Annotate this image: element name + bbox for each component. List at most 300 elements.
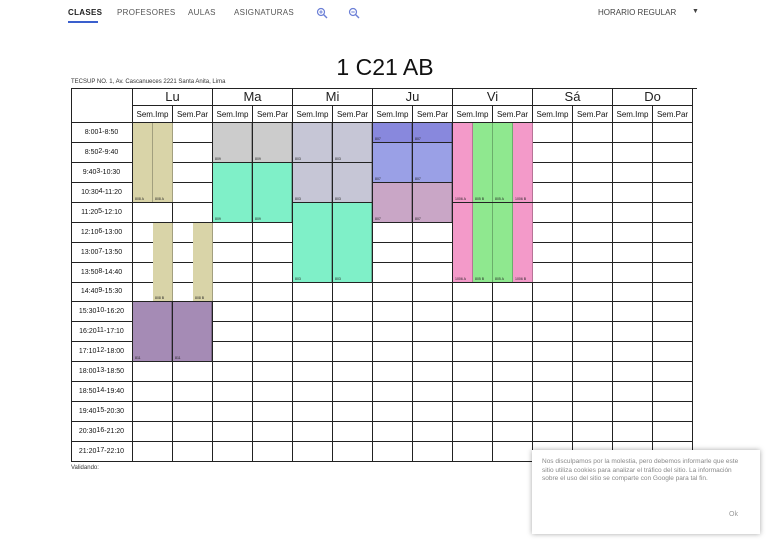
schedule-cell[interactable] <box>533 123 573 143</box>
schedule-cell[interactable] <box>653 163 693 183</box>
class-block[interactable] <box>333 123 372 162</box>
schedule-cell[interactable] <box>613 243 653 263</box>
schedule-cell[interactable] <box>453 442 493 462</box>
schedule-cell[interactable] <box>413 362 453 382</box>
schedule-cell[interactable] <box>253 342 293 362</box>
schedule-cell[interactable] <box>653 382 693 402</box>
time-slot-label: 21:20 $^{17}$ - 22:10 <box>71 442 133 462</box>
schedule-cell[interactable] <box>173 442 213 462</box>
class-block[interactable] <box>173 302 212 361</box>
class-block[interactable] <box>253 123 292 162</box>
schedule-cell[interactable] <box>573 322 613 342</box>
time-slot-label: 8:50 $^2$ - 9:40 <box>71 143 133 163</box>
class-room: 803 <box>295 276 301 281</box>
class-block[interactable] <box>193 223 213 302</box>
period-number: 14 <box>96 387 105 395</box>
schedule-cell[interactable] <box>573 382 613 402</box>
schedule-cell[interactable] <box>173 402 213 422</box>
subcolumn-header: Sem.Imp <box>453 106 493 123</box>
schedule-cell[interactable] <box>573 183 613 203</box>
schedule-cell[interactable] <box>373 362 413 382</box>
nav-asignaturas[interactable]: ASIGNATURAS <box>234 8 295 17</box>
schedule-cell[interactable] <box>333 283 373 303</box>
period-number: 12 <box>96 347 105 355</box>
period-number: 17 <box>96 447 105 454</box>
schedule-cell[interactable] <box>173 422 213 442</box>
zoom-in-icon[interactable] <box>316 7 328 19</box>
schedule-cell[interactable] <box>533 382 573 402</box>
schedule-cell[interactable] <box>413 263 453 283</box>
period-number: 6 <box>98 227 103 235</box>
schedule-cell[interactable] <box>493 382 533 402</box>
schedule-cell[interactable] <box>253 243 293 263</box>
schedule-cell[interactable] <box>533 402 573 422</box>
class-block[interactable] <box>153 123 173 202</box>
nav-clases[interactable]: CLASES <box>68 8 103 17</box>
schedule-cell[interactable] <box>213 263 253 283</box>
schedule-cell[interactable] <box>573 342 613 362</box>
class-block[interactable] <box>453 203 473 282</box>
schedule-cell[interactable] <box>453 342 493 362</box>
time-slot-label: 15:30 $^{10}$ - 16:20 <box>71 302 133 322</box>
class-block[interactable] <box>513 203 533 282</box>
period-start: 8:50 <box>84 148 99 156</box>
class-block[interactable] <box>413 143 452 182</box>
schedule-cell[interactable] <box>173 123 213 143</box>
schedule-cell[interactable] <box>613 223 653 243</box>
schedule-cell[interactable] <box>613 362 653 382</box>
class-room: 805 A <box>495 276 504 281</box>
schedule-cell[interactable] <box>613 183 653 203</box>
schedule-type-select[interactable]: HORARIO REGULAR <box>598 8 677 17</box>
schedule-cell[interactable] <box>213 283 253 303</box>
schedule-cell[interactable] <box>653 223 693 243</box>
period-end: 19:40 <box>106 388 125 396</box>
class-room: 1006 A <box>455 276 466 281</box>
schedule-cell[interactable] <box>253 263 293 283</box>
period-number: 4 <box>98 187 103 195</box>
subcolumn-header: Sem.Par <box>173 106 213 123</box>
class-room: 805 A <box>495 196 504 201</box>
class-room: 808 A <box>155 196 164 201</box>
schedule-cell[interactable] <box>413 382 453 402</box>
class-block[interactable] <box>493 203 513 282</box>
schedule-cell[interactable] <box>653 402 693 422</box>
schedule-cell[interactable] <box>373 342 413 362</box>
schedule-cell[interactable] <box>413 422 453 442</box>
grid-corner <box>71 88 133 123</box>
schedule-cell[interactable] <box>213 402 253 422</box>
schedule-cell[interactable] <box>653 243 693 263</box>
period-end: 13:00 <box>104 228 123 236</box>
class-block[interactable] <box>373 183 412 222</box>
schedule-cell[interactable] <box>653 422 693 442</box>
period-number: 2 <box>98 147 103 155</box>
schedule-cell[interactable] <box>133 362 173 382</box>
schedule-cell[interactable] <box>653 342 693 362</box>
period-start: 19:40 <box>78 408 97 416</box>
class-block[interactable] <box>213 163 252 222</box>
schedule-cell[interactable] <box>333 402 373 422</box>
schedule-cell[interactable] <box>653 123 693 143</box>
class-room: 807 <box>375 176 381 181</box>
period-end: 10:30 <box>102 168 121 176</box>
schedule-cell[interactable] <box>533 263 573 283</box>
class-block[interactable] <box>373 123 412 142</box>
schedule-cell[interactable] <box>453 283 493 303</box>
schedule-cell[interactable] <box>213 362 253 382</box>
schedule-cell[interactable] <box>173 143 213 163</box>
period-end: 9:40 <box>104 148 119 156</box>
schedule-cell[interactable] <box>413 342 453 362</box>
day-header: Lu <box>133 88 213 106</box>
period-start: 20:30 <box>78 428 97 436</box>
schedule-cell[interactable] <box>453 302 493 322</box>
class-room: 807 <box>415 216 421 221</box>
cookie-message: Nos disculpamos por la molestia, pero debemos informarle que este sitio utiliza cookies para analizar el tráfico del sitio. La información sobre el uso del sitio se comparte con Google para tal fin. <box>542 458 739 482</box>
schedule-cell[interactable] <box>493 302 533 322</box>
class-room: 1006 B <box>515 196 527 201</box>
class-room: 807 <box>415 136 421 141</box>
time-slot-label: 9:40 $^3$ - 10:30 <box>71 163 133 183</box>
cookie-notice <box>532 450 760 534</box>
chevron-down-icon[interactable]: ▼ <box>692 8 699 15</box>
class-block[interactable] <box>493 123 513 202</box>
schedule-cell[interactable] <box>333 322 373 342</box>
schedule-cell[interactable] <box>213 223 253 243</box>
schedule-cell[interactable] <box>493 442 533 462</box>
class-block[interactable] <box>453 123 473 202</box>
day-header: Vi <box>453 88 533 106</box>
zoom-out-icon[interactable] <box>348 7 360 19</box>
schedule-cell[interactable] <box>533 163 573 183</box>
class-room: 803 <box>335 196 341 201</box>
schedule-cell[interactable] <box>373 382 413 402</box>
subcolumn-header: Sem.Par <box>493 106 533 123</box>
schedule-cell[interactable] <box>413 243 453 263</box>
subcolumn-header: Sem.Par <box>253 106 293 123</box>
schedule-cell[interactable] <box>493 402 533 422</box>
schedule-cell[interactable] <box>573 362 613 382</box>
class-block[interactable] <box>373 143 412 182</box>
schedule-cell[interactable] <box>173 163 213 183</box>
schedule-cell[interactable] <box>373 263 413 283</box>
schedule-cell[interactable] <box>533 223 573 243</box>
period-end: 8:50 <box>104 128 119 136</box>
time-slot-label: 19:40 $^{15}$ - 20:30 <box>71 402 133 422</box>
schedule-cell[interactable] <box>573 422 613 442</box>
time-slot-label: 18:50 $^{14}$ - 19:40 <box>71 382 133 402</box>
schedule-cell[interactable] <box>533 422 573 442</box>
class-room: 803 <box>335 276 341 281</box>
day-header: Do <box>613 88 693 106</box>
schedule-cell[interactable] <box>133 402 173 422</box>
period-start: 13:50 <box>80 268 99 276</box>
schedule-cell[interactable] <box>453 322 493 342</box>
schedule-cell[interactable] <box>533 143 573 163</box>
schedule-cell[interactable] <box>413 283 453 303</box>
schedule-cell[interactable] <box>133 382 173 402</box>
schedule-cell[interactable] <box>453 362 493 382</box>
active-tab-underline <box>68 21 98 23</box>
class-room: 811 <box>175 356 181 361</box>
schedule-cell[interactable] <box>333 382 373 402</box>
period-start: 10:30 <box>81 188 99 196</box>
schedule-cell[interactable] <box>213 382 253 402</box>
schedule-cell[interactable] <box>533 243 573 263</box>
schedule-cell[interactable] <box>533 362 573 382</box>
schedule-cell[interactable] <box>533 302 573 322</box>
class-room: 808 A <box>135 196 144 201</box>
subcolumn-header: Sem.Par <box>573 106 613 123</box>
schedule-cell[interactable] <box>293 402 333 422</box>
schedule-cell[interactable] <box>573 263 613 283</box>
schedule-cell[interactable] <box>573 223 613 243</box>
subcolumn-header: Sem.Par <box>653 106 693 123</box>
schedule-cell[interactable] <box>173 203 213 223</box>
schedule-cell[interactable] <box>453 422 493 442</box>
class-room: 808 B <box>195 296 205 301</box>
schedule-cell[interactable] <box>573 402 613 422</box>
schedule-cell[interactable] <box>133 203 173 223</box>
period-start: 9:40 <box>82 168 97 176</box>
schedule-cell[interactable] <box>133 442 173 462</box>
schedule-cell[interactable] <box>573 203 613 223</box>
schedule-cell[interactable] <box>413 223 453 243</box>
period-start: 13:00 <box>80 248 99 256</box>
schedule-cell[interactable] <box>533 203 573 223</box>
schedule-cell[interactable] <box>253 302 293 322</box>
schedule-cell[interactable] <box>613 263 653 283</box>
schedule-cell[interactable] <box>653 183 693 203</box>
schedule-cell[interactable] <box>373 302 413 322</box>
schedule-cell[interactable] <box>493 322 533 342</box>
schedule-cell[interactable] <box>293 283 333 303</box>
schedule-cell[interactable] <box>373 223 413 243</box>
schedule-cell[interactable] <box>253 283 293 303</box>
class-block[interactable] <box>293 163 332 202</box>
schedule-cell[interactable] <box>613 163 653 183</box>
period-end: 17:10 <box>106 328 124 336</box>
subcolumn-header: Sem.Imp <box>293 106 333 123</box>
period-number: 11 <box>96 327 104 335</box>
schedule-cell[interactable] <box>573 283 613 303</box>
schedule-cell[interactable] <box>293 422 333 442</box>
period-end: 22:10 <box>106 448 125 455</box>
schedule-cell[interactable] <box>533 342 573 362</box>
schedule-cell[interactable] <box>613 123 653 143</box>
time-slot-label: 16:20 $^{11}$ - 17:10 <box>71 322 133 342</box>
schedule-cell[interactable] <box>373 422 413 442</box>
schedule-cell[interactable] <box>613 322 653 342</box>
schedule-cell[interactable] <box>493 283 533 303</box>
subcolumn-header: Sem.Imp <box>133 106 173 123</box>
class-room: 809 <box>255 216 261 221</box>
schedule-cell[interactable] <box>653 143 693 163</box>
day-header: Mi <box>293 88 373 106</box>
class-block[interactable] <box>473 203 493 282</box>
period-number: 8 <box>98 267 103 275</box>
schedule-cell[interactable] <box>653 263 693 283</box>
schedule-cell[interactable] <box>613 422 653 442</box>
schedule-cell[interactable] <box>573 302 613 322</box>
schedule-cell[interactable] <box>613 402 653 422</box>
class-block[interactable] <box>153 223 173 302</box>
schedule-cell[interactable] <box>573 123 613 143</box>
schedule-cell[interactable] <box>173 362 213 382</box>
class-block[interactable] <box>513 123 533 202</box>
time-slot-label: 13:50 $^8$ - 14:40 <box>71 263 133 283</box>
period-number: 13 <box>96 367 105 375</box>
class-block[interactable] <box>293 203 332 282</box>
cookie-ok-button[interactable]: Ok <box>729 511 738 518</box>
schedule-cell[interactable] <box>213 322 253 342</box>
schedule-cell[interactable] <box>253 442 293 462</box>
class-block[interactable] <box>253 163 292 222</box>
class-block[interactable] <box>333 163 372 202</box>
class-block[interactable] <box>293 123 332 162</box>
schedule-cell[interactable] <box>613 203 653 223</box>
time-slot-label: 11:20 $^5$ - 12:10 <box>71 203 133 223</box>
period-start: 18:00 <box>78 368 97 376</box>
period-number: 10 <box>96 307 105 315</box>
schedule-cell[interactable] <box>413 302 453 322</box>
time-slot-label: 10:30 $^4$ - 11:20 <box>71 183 133 203</box>
period-start: 12:10 <box>80 228 99 236</box>
schedule-cell[interactable] <box>493 422 533 442</box>
schedule-cell[interactable] <box>253 382 293 402</box>
schedule-cell[interactable] <box>293 362 333 382</box>
schedule-cell[interactable] <box>413 322 453 342</box>
period-end: 12:10 <box>104 208 122 216</box>
schedule-cell[interactable] <box>253 362 293 382</box>
schedule-cell[interactable] <box>213 442 253 462</box>
schedule-cell[interactable] <box>293 302 333 322</box>
schedule-cell[interactable] <box>253 422 293 442</box>
day-header: Sá <box>533 88 613 106</box>
schedule-cell[interactable] <box>573 143 613 163</box>
period-end: 14:40 <box>104 268 123 276</box>
schedule-cell[interactable] <box>573 243 613 263</box>
schedule-cell[interactable] <box>293 442 333 462</box>
schedule-cell[interactable] <box>653 283 693 303</box>
time-slot-label: 13:00 $^7$ - 13:50 <box>71 243 133 263</box>
validation-status: Validando: <box>71 465 99 471</box>
class-block[interactable] <box>413 183 452 222</box>
schedule-cell[interactable] <box>333 342 373 362</box>
class-room: 809 <box>255 156 261 161</box>
class-block[interactable] <box>413 123 452 142</box>
schedule-cell[interactable] <box>653 362 693 382</box>
schedule-cell[interactable] <box>253 402 293 422</box>
schedule-cell[interactable] <box>373 322 413 342</box>
schedule-cell[interactable] <box>613 143 653 163</box>
period-number: 3 <box>96 167 101 175</box>
schedule-cell[interactable] <box>373 442 413 462</box>
period-start: 14:40 <box>80 288 99 296</box>
nav-aulas[interactable]: AULAS <box>188 8 216 17</box>
schedule-cell[interactable] <box>533 283 573 303</box>
schedule-cell[interactable] <box>333 422 373 442</box>
schedule-cell[interactable] <box>213 243 253 263</box>
schedule-cell[interactable] <box>613 342 653 362</box>
schedule-cell[interactable] <box>533 322 573 342</box>
schedule-cell[interactable] <box>173 183 213 203</box>
schedule-cell[interactable] <box>373 283 413 303</box>
period-end: 20:30 <box>106 408 125 416</box>
period-end: 11:20 <box>104 188 122 196</box>
schedule-cell[interactable] <box>253 322 293 342</box>
schedule-cell[interactable] <box>213 302 253 322</box>
period-start: 11:20 <box>81 208 99 216</box>
period-end: 18:50 <box>106 368 125 376</box>
schedule-cell[interactable] <box>213 422 253 442</box>
schedule-cell[interactable] <box>413 402 453 422</box>
schedule-cell[interactable] <box>653 322 693 342</box>
class-room: 808 B <box>155 296 165 301</box>
schedule-cell[interactable] <box>653 203 693 223</box>
schedule-cell[interactable] <box>573 163 613 183</box>
period-start: 17:10 <box>78 348 97 356</box>
subcolumn-header: Sem.Imp <box>213 106 253 123</box>
schedule-cell[interactable] <box>613 302 653 322</box>
period-start: 21:20 <box>78 448 97 455</box>
schedule-cell[interactable] <box>173 382 213 402</box>
time-slot-label: 12:10 $^6$ - 13:00 <box>71 223 133 243</box>
schedule-cell[interactable] <box>293 382 333 402</box>
schedule-cell[interactable] <box>333 302 373 322</box>
class-room: 805 B <box>475 196 485 201</box>
period-end: 16:20 <box>106 308 125 316</box>
time-slot-label: 17:10 $^{12}$ - 18:00 <box>71 342 133 362</box>
schedule-cell[interactable] <box>413 442 453 462</box>
schedule-cell[interactable] <box>453 402 493 422</box>
schedule-cell[interactable] <box>293 322 333 342</box>
period-start: 18:50 <box>78 388 97 396</box>
schedule-cell[interactable] <box>373 243 413 263</box>
schedule-cell[interactable] <box>493 362 533 382</box>
schedule-cell[interactable] <box>613 382 653 402</box>
schedule-cell[interactable] <box>373 402 413 422</box>
time-slot-label: 18:00 $^{13}$ - 18:50 <box>71 362 133 382</box>
period-start: 8:00 <box>84 128 99 136</box>
nav-profesores[interactable]: PROFESORES <box>117 8 176 17</box>
class-block[interactable] <box>473 123 493 202</box>
period-number: 15 <box>96 407 105 415</box>
period-end: 18:00 <box>106 348 125 356</box>
schedule-cell[interactable] <box>333 442 373 462</box>
schedule-cell[interactable] <box>213 342 253 362</box>
class-block[interactable] <box>133 302 172 361</box>
schedule-cell[interactable] <box>253 223 293 243</box>
subcolumn-header: Sem.Imp <box>613 106 653 123</box>
class-block[interactable] <box>213 123 252 162</box>
schedule-cell[interactable] <box>453 382 493 402</box>
schedule-cell[interactable] <box>533 183 573 203</box>
class-block[interactable] <box>133 123 153 202</box>
schedule-cell[interactable] <box>493 342 533 362</box>
period-number: 5 <box>98 207 103 215</box>
subcolumn-header: Sem.Par <box>333 106 373 123</box>
class-block[interactable] <box>333 203 372 282</box>
schedule-cell[interactable] <box>333 362 373 382</box>
schedule-cell[interactable] <box>653 302 693 322</box>
schedule-cell[interactable] <box>133 422 173 442</box>
schedule-cell[interactable] <box>613 283 653 303</box>
subcolumn-header: Sem.Imp <box>373 106 413 123</box>
period-number: 7 <box>98 247 103 255</box>
schedule-cell[interactable] <box>293 342 333 362</box>
